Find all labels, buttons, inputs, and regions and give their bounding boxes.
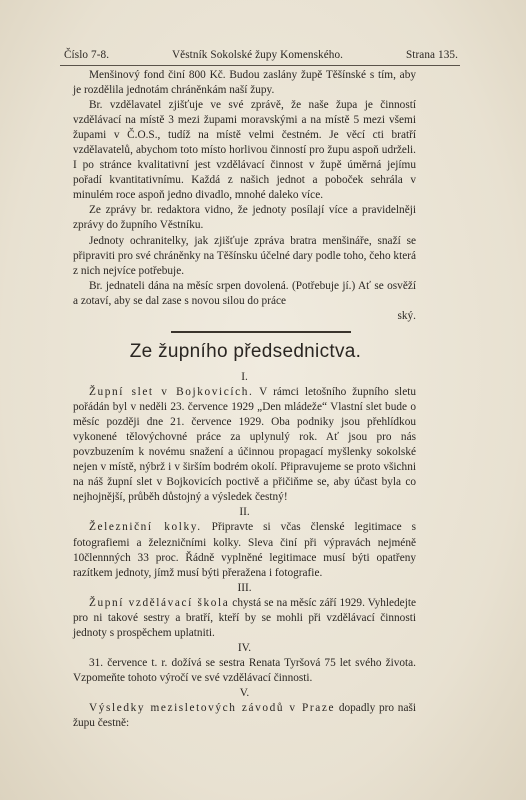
presidium-section — [73, 370, 416, 731]
item-lead: Župní slet v Bojkovicích. — [89, 386, 254, 399]
section-title: Ze župního předsednictva. — [129, 341, 362, 362]
item-text: 31. července t. r. dožívá se sestra Renata Tyršová 75 let svého života. Vzpomeňte tohoto výročí ve své vzdělávací činnosti. — [73, 656, 416, 684]
paragraph: Menšinový fond činí 800 Kč. Budou zaslány župě Těšínské s tím, aby je rozdělila jednotám chráněnkám naší župy. — [73, 69, 416, 97]
issue-number: Číslo 7-8. — [64, 49, 110, 61]
item-paragraph — [73, 385, 416, 505]
paragraph: Br. jednateli dána na měsíc srpen dovolená. (Potřebuje jí.) Ať se osvěží a zotaví, aby se dal zase s novou silou do práce — [73, 279, 416, 307]
item-lead: Župní vzdělávací škola — [89, 596, 230, 609]
item-lead: Výsledky mezisletových závodů v Praze — [89, 702, 336, 715]
item-numeral: III. — [237, 581, 252, 594]
paragraph-end: ský. — [397, 309, 416, 322]
header-rule — [60, 65, 460, 66]
section-divider — [171, 331, 351, 333]
item-paragraph — [73, 701, 416, 731]
item-paragraph — [73, 520, 416, 580]
item-paragraph — [73, 596, 416, 641]
item-lead: Železniční kolky. — [89, 521, 202, 534]
paragraph: Jednoty ochranitelky, jak zjišťuje zpráva bratra menšináře, snaží se připraviti pro své chráněnky na Těšínsku účelné dary podle toho, čeho která z nich nejvíce potřebuje. — [73, 234, 416, 277]
item-text: dopadly pro naši župu čestně: — [73, 702, 417, 730]
running-header — [64, 49, 458, 61]
item-text: chystá se na měsíc září 1929. Vyhledejte pro ni takové sestry a bratří, kteří by se mohli při vzdělávací činnosti jednoty s prospěchem uplatniti. — [73, 596, 416, 639]
item-numeral: IV. — [237, 641, 252, 654]
item-paragraph — [73, 656, 416, 686]
item-text: V rámci letošního župního sletu pořádán byl v neděli 23. července 1929 „Den mládeže“ Vlastní slet bude o měsíc později dne 21. července 1929. Oba podniky jsou přehlídkou vykonené tělovýchovné práce za uplynulý rok. Ať jsou pro nás povzbuzením k novému snažení a účinnou propagací myšlenky sokolské nejen v místě, nýbrž i v širším bodrém okolí. Připravujeme se proto všichni na náš župní slet v Bojkovicích poctivě a přičiňme se, aby účast byla co nejhojnější, průběh důstojný a výsledek čestný! — [73, 386, 416, 504]
journal-title: Věstník Sokolské župy Komenského. — [171, 49, 344, 61]
paragraph: Ze zprávy br. redaktora vidno, že jednoty posílají více a pravidelněji zprávy do župního Věstníku. — [73, 204, 416, 232]
page-number: Strana 135. — [405, 49, 458, 61]
item-text: Připravte si včas členské legitimace s fotografiemi a železničními kolky. Sleva činí při výpravách nejméně 10člennných 33 proc. Řádně vyplněné legitimace musí býti opatřeny razítkem jednoty, jímž musí býti přeražena i fotografie. — [73, 521, 416, 579]
paragraph: Br. vzdělavatel zjišťuje ve své zprávě, že naše župa je činností vzdělávací na místě 3 mezi župami moravskými a na místě 5 mezi všemi župami v Č.O.S., tudíž na místě velmi čestném. Je věcí cti bratří vzdělavatelů, abychom toto místo horlivou činností pro župu aspoň udrželi. I po stránce kvalitativní jest vzdělávací činnost v župě úměrná jejímu pořadí kvantitativnímu. Každá z našich jednot a poboček sehrála v minulém roce aspoň jedno divadlo, mnohé daleko více. — [73, 99, 416, 202]
item-numeral: V. — [239, 686, 250, 699]
top-section — [73, 68, 416, 324]
item-numeral: II. — [239, 506, 250, 519]
item-numeral: I. — [241, 371, 248, 383]
